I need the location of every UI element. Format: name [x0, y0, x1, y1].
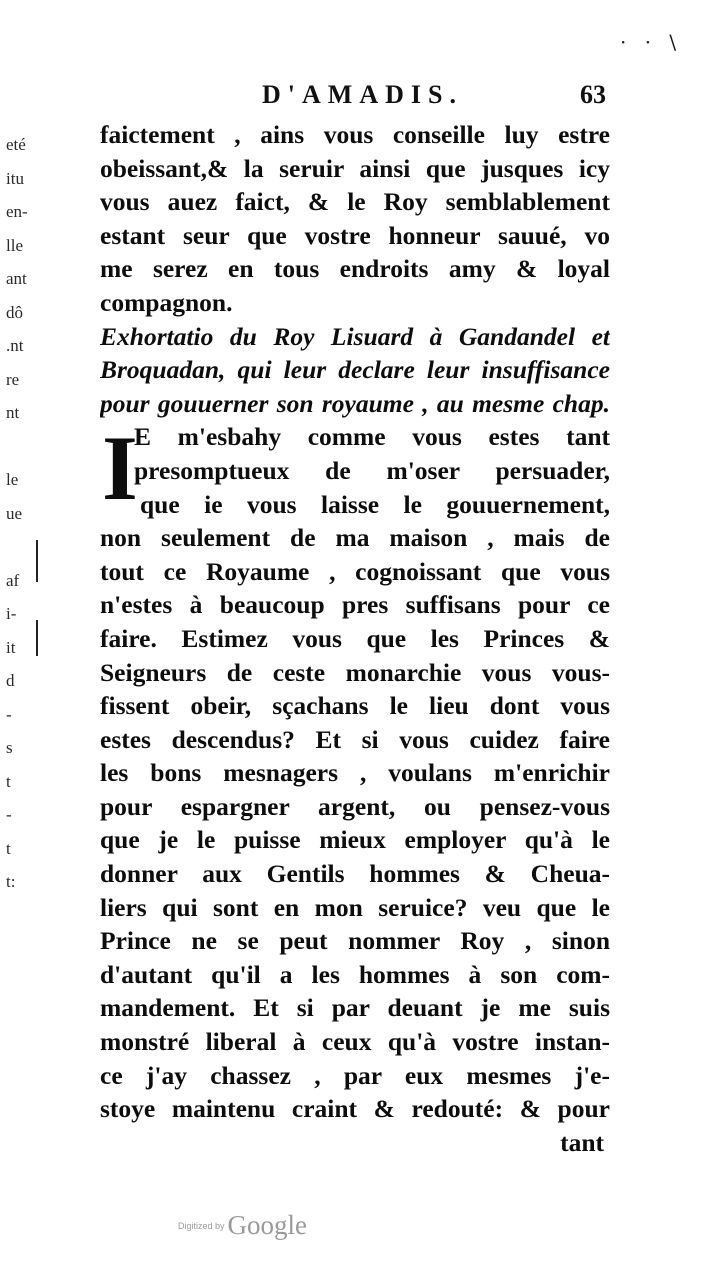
- margin-fragment: i-: [6, 604, 17, 623]
- text-line: que je le puisse mieux employer qu'à le: [100, 825, 610, 855]
- margin-rule-mark: [36, 540, 38, 582]
- text-line: tout ce Royaume , cognoissant que vous: [100, 556, 610, 586]
- drop-cap: I: [102, 417, 138, 520]
- ink-specks: · · \: [620, 30, 683, 54]
- margin-fragment: dô: [6, 302, 23, 322]
- continuation-paragraph: [100, 118, 610, 320]
- text-line: pour espargner argent, ou pensez-vous: [100, 791, 610, 821]
- margin-fragment: t:: [6, 872, 16, 891]
- margin-fragment: af: [6, 570, 20, 590]
- margin-fragment: t: [6, 838, 11, 858]
- margin-fragment: itu: [6, 168, 24, 188]
- page-header: [100, 80, 620, 120]
- text-line: me serez en tous endroits amy & loyal: [100, 254, 610, 284]
- text-line: Prince ne se peut nommer Roy , sinon: [100, 926, 610, 956]
- drop-cap-lines: [100, 417, 610, 521]
- text-line: faire. Estimez vous que les Princes &: [100, 623, 610, 653]
- text-line: monstré liberal à ceux qu'à vostre instan-: [100, 1027, 610, 1057]
- speech-paragraph-opening: [100, 417, 610, 521]
- margin-fragment: lle: [6, 235, 23, 255]
- text-line: les bons mesnagers , voulans m'enrichir: [100, 758, 610, 788]
- chapter-heading: [100, 320, 610, 421]
- running-title: D'AMADIS.: [262, 80, 463, 109]
- margin-rule-mark: [36, 620, 38, 656]
- text-line: presomptueux de m'oser persuader,: [134, 455, 610, 485]
- margin-fragment: en-: [6, 202, 28, 221]
- page-number: 63: [580, 80, 606, 109]
- text-line: pour gouuerner son royaume , au mesme chap.: [100, 388, 610, 418]
- margin-fragment: s: [6, 738, 13, 757]
- facing-page-margin-fragments: [6, 128, 36, 899]
- google-logo: Google: [227, 1210, 308, 1240]
- text-line: compagnon.: [100, 287, 233, 317]
- text-line: Broquadan, qui leur declare leur insuffisance: [100, 355, 610, 385]
- margin-fragment: .nt: [6, 336, 24, 355]
- text-line: estes descendus? Et si vous cuidez faire: [100, 724, 610, 754]
- margin-fragment: ue: [6, 503, 23, 523]
- text-line: estant seur que vostre honneur sauué, vo: [100, 220, 610, 250]
- margin-fragment: d: [6, 671, 15, 690]
- margin-fragment: -: [6, 704, 12, 724]
- text-line: d'autant qu'il a les hommes à son com-: [100, 959, 610, 989]
- text-line: faictement , ains vous conseille luy estre: [100, 120, 610, 149]
- text-line: obeissant,& la seruir ainsi que jusques icy: [100, 153, 610, 183]
- speech-paragraph: [100, 521, 610, 1126]
- margin-fragment: t: [6, 771, 11, 791]
- margin-fragment: [6, 430, 36, 464]
- text-line: stoye maintenu craint & redouté: & pour: [100, 1094, 610, 1124]
- margin-fragment: le: [6, 470, 19, 489]
- text-line: non seulement de ma maison , mais de: [100, 523, 610, 553]
- margin-fragment: eté: [6, 135, 26, 154]
- margin-fragment: [6, 530, 36, 564]
- watermark-prefix: Digitized by: [178, 1220, 225, 1231]
- margin-fragment: ant: [6, 269, 27, 288]
- text-line: donner aux Gentils hommes & Cheua-: [100, 859, 610, 889]
- text-line: ce j'ay chassez , par eux mesmes j'e-: [100, 1060, 610, 1090]
- margin-fragment: nt: [6, 403, 20, 422]
- text-line: Seigneurs de ceste monarchie vous vous-: [100, 657, 610, 687]
- text-line: liers qui sont en mon seruice? veu que le: [100, 892, 610, 922]
- margin-fragment: -: [6, 805, 12, 824]
- text-line: Exhortatio du Roy Lisuard à Gandandel et: [100, 321, 610, 351]
- text-line: E m'esbahy comme vous estes tant: [134, 422, 610, 452]
- text-block: [100, 118, 610, 1159]
- margin-fragment: it: [6, 637, 16, 657]
- margin-fragment: re: [6, 369, 20, 389]
- digitization-watermark: [178, 1210, 307, 1250]
- text-line: fissent obeir, sçachans le lieu dont vous: [100, 691, 610, 721]
- text-line: mandement. Et si par deuant je me suis: [100, 993, 610, 1023]
- text-line: n'estes à beaucoup pres suffisans pour ce: [100, 590, 610, 620]
- text-line: que ie vous laisse le gouuernement,: [140, 489, 610, 519]
- catchword: tant: [560, 1127, 604, 1157]
- text-line: vous auez faict, & le Roy semblablement: [100, 187, 610, 217]
